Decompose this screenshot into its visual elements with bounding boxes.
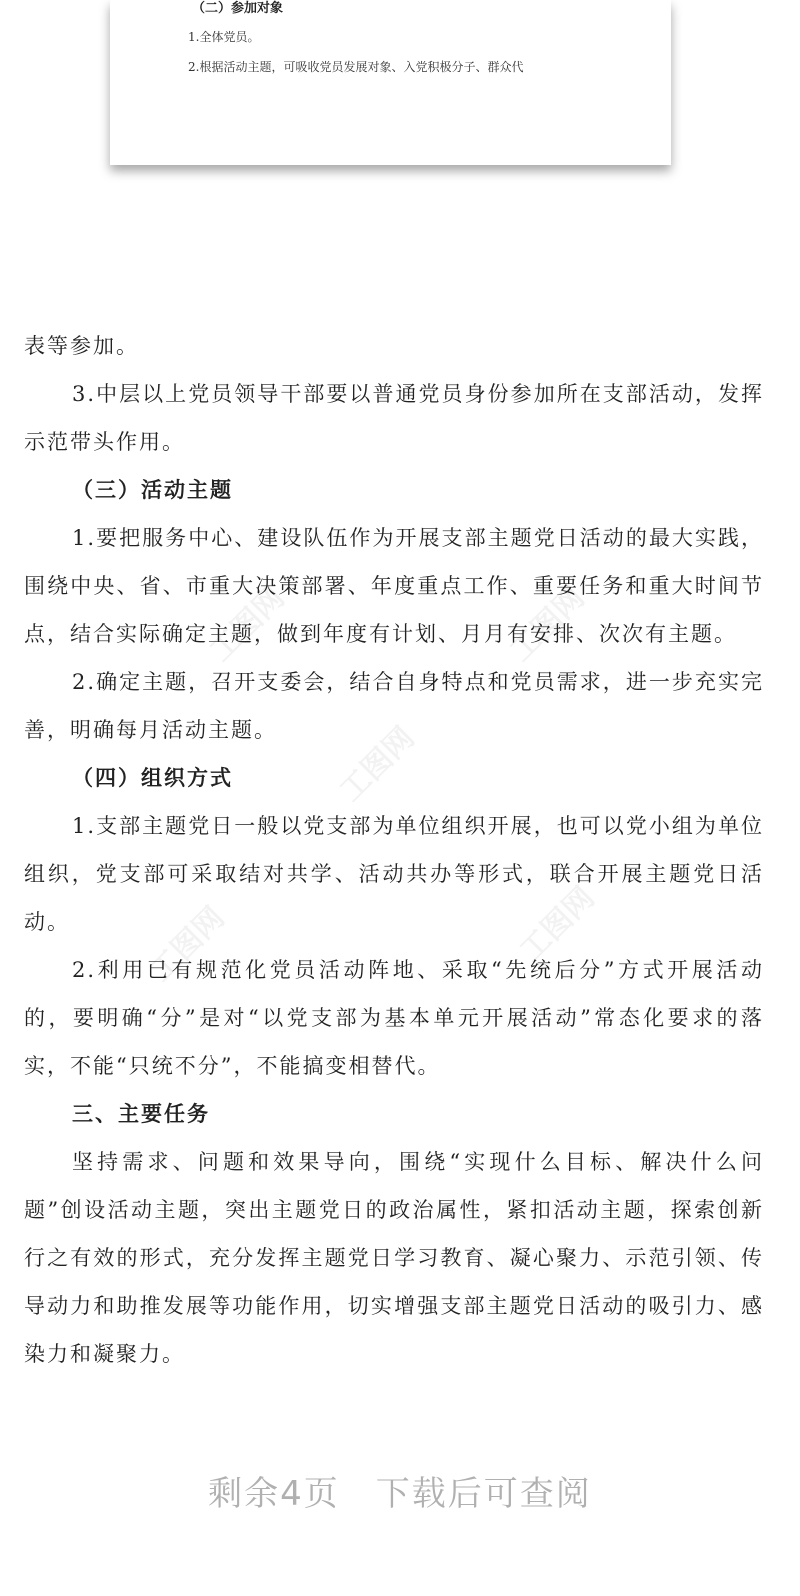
preview-line: 2.根据活动主题，可吸收党员发展对象、入党积极分子、群众代 xyxy=(188,60,524,74)
paragraph: 表等参加。 xyxy=(24,334,139,358)
document-preview-card xyxy=(110,0,671,165)
watermark: 工图网 xyxy=(143,900,232,989)
paragraph: 2.利用已有规范化党员活动阵地、采取“先统后分”方式开展活动的，要明确“分”是对“以党支部为基本单元开展活动”常态化要求的落实，不能“只统不分”，不能搞变相替代。 xyxy=(24,958,764,1078)
paragraph: 坚持需求、问题和效果导向，围绕“实现什么目标、解决什么问题”创设活动主题，突出主题党日的政治属性，紧扣活动主题，探索创新行之有效的形式，充分发挥主题党日学习教育、凝心聚力、示范引领、传导动力和助推发展等功能作用，切实增强支部主题党日活动的吸引力、感染力和凝聚力。 xyxy=(24,1150,764,1366)
paragraph: 1.要把服务中心、建设队伍作为开展支部主题党日活动的最大实践，围绕中央、省、市重大决策部署、年度重点工作、重要任务和重大时间节点，结合实际确定主题，做到年度有计划、月月有安排、次次有主题。 xyxy=(24,526,764,646)
preview-line: 1.全体党员。 xyxy=(188,30,260,44)
section-heading: （三）活动主题 xyxy=(72,477,233,502)
download-prompt[interactable]: 剩余4页 下载后可查阅 xyxy=(208,1474,592,1514)
watermark: 工图网 xyxy=(503,580,592,669)
section-heading: 三、主要任务 xyxy=(72,1101,210,1126)
document-body xyxy=(24,322,764,1378)
paragraph: 1.支部主题党日一般以党支部为单位组织开展，也可以党小组为单位组织，党支部可采取结对共学、活动共办等形式，联合开展主题党日活动。 xyxy=(24,814,764,934)
preview-heading: （二）参加对象 xyxy=(192,1,284,16)
paragraph: 3.中层以上党员领导干部要以普通党员身份参加所在支部活动，发挥示范带头作用。 xyxy=(24,382,764,454)
paragraph: 2.确定主题，召开支委会，结合自身特点和党员需求，进一步充实完善，明确每月活动主题。 xyxy=(24,670,764,742)
watermark: 工图网 xyxy=(333,720,422,809)
watermark: 工图网 xyxy=(513,880,602,969)
watermark: 工图网 xyxy=(203,580,292,669)
section-heading: （四）组织方式 xyxy=(72,765,233,790)
